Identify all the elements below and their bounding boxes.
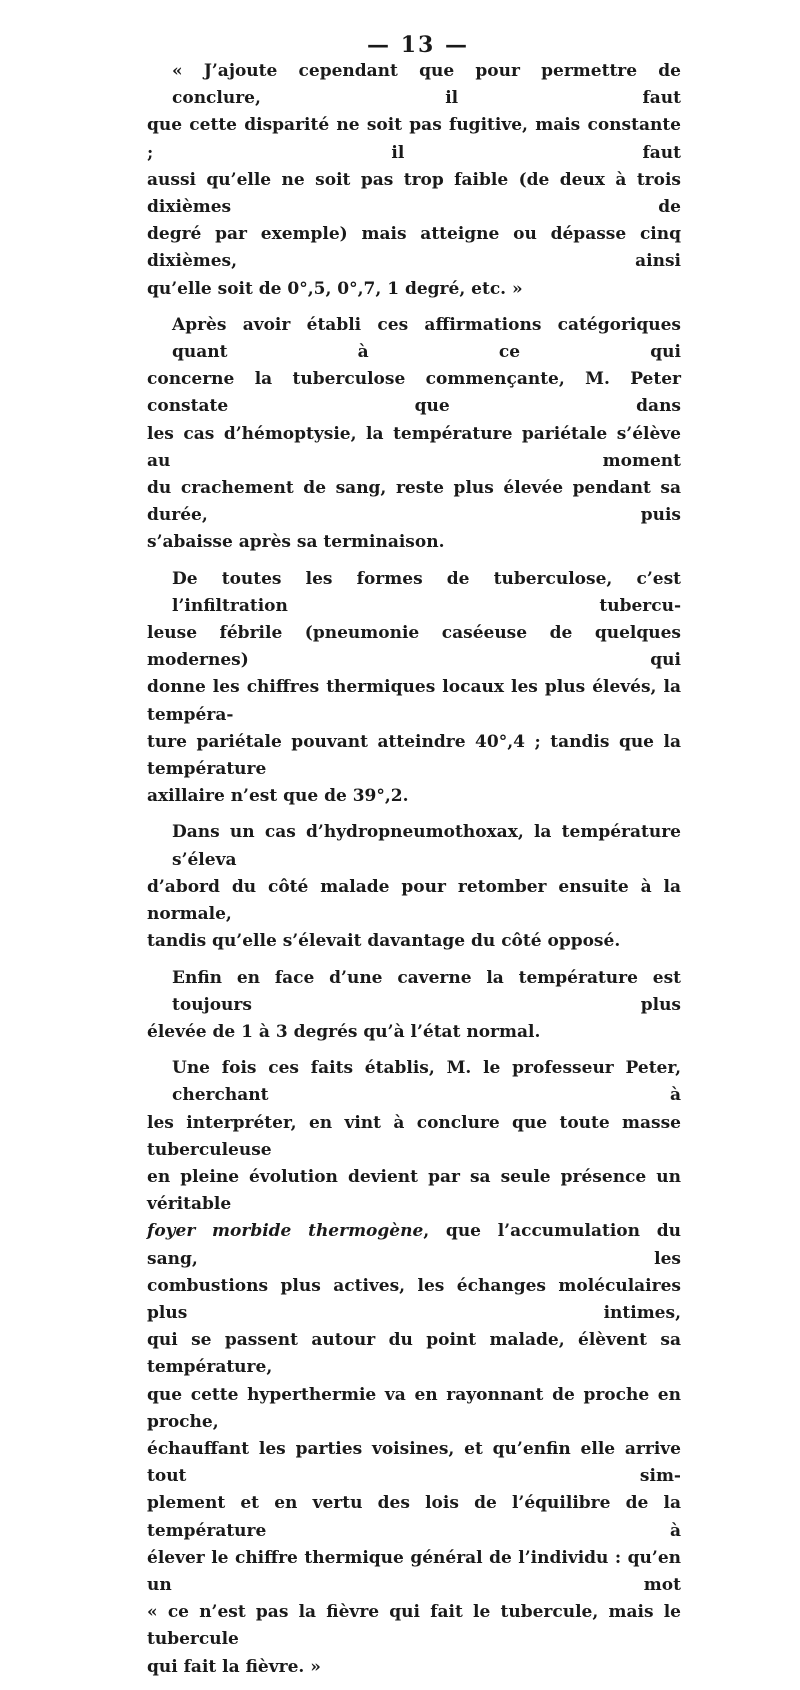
- text-line: d’abord du côté malade pour retomber ensuite à la normale,: [147, 876, 681, 925]
- text-line: élevée de 1 à 3 degrés qu’à l’état normal.: [147, 1021, 541, 1042]
- document-body: [147, 58, 681, 1690]
- text-line: Enfin en face d’une caverne la température est toujours plus: [172, 967, 681, 1015]
- text-line: en pleine évolution devient par sa seule présence un véritable: [147, 1166, 681, 1215]
- text-line: donne les chiffres thermiques locaux les plus élevés, la tempéra-: [147, 677, 681, 725]
- paragraph-caverne: [147, 965, 681, 1047]
- page-number: — 13 —: [367, 32, 469, 58]
- text-line: degré par exemple) mais atteigne ou dépasse cinq dixièmes, ainsi: [147, 224, 681, 272]
- text-line: aussi qu’elle ne soit pas trop faible (de deux à trois dixièmes de: [147, 169, 681, 218]
- text-line: tandis qu’elle s’élevait davantage du côté opposé.: [147, 931, 621, 952]
- text-line: Une fois ces faits établis, M. le professeur Peter, cherchant à: [172, 1058, 681, 1106]
- text-line: élever le chiffre thermique général de l’individu : qu’en un mot: [147, 1547, 681, 1595]
- paragraph-hemoptysis: [147, 312, 681, 557]
- text-line: échauffant les parties voisines, et qu’enfin elle arrive tout sim-: [147, 1438, 681, 1487]
- text-line: combustions plus actives, les échanges moléculaires plus intimes,: [147, 1275, 681, 1323]
- paragraph-infiltration: [147, 566, 681, 811]
- text-line: du crachement de sang, reste plus élevée pendant sa durée, puis: [147, 478, 681, 526]
- text-line: « ce n’est pas la fièvre qui fait le tubercule, mais le tubercule: [147, 1602, 681, 1650]
- text-line: concerne la tuberculose commençante, M. Peter constate que dans: [147, 369, 681, 417]
- text-line: qui fait la fièvre. »: [147, 1656, 321, 1677]
- text-line: « J’ajoute cependant que pour permettre de conclure, il faut: [172, 61, 681, 109]
- text-line: Après avoir établi ces affirmations catégoriques quant à ce qui: [172, 314, 681, 363]
- text-line: que cette hyperthermie va en rayonnant de proche en proche,: [147, 1384, 681, 1432]
- text-line: plement et en vertu des lois de l’équilibre de la température à: [147, 1493, 681, 1541]
- text-line: les cas d’hémoptysie, la température pariétale s’élève au moment: [147, 423, 681, 471]
- text-line: qui se passent autour du point malade, élèvent sa température,: [147, 1330, 681, 1378]
- text-line: De toutes les formes de tuberculose, c’est l’infiltration tubercu-: [172, 568, 681, 616]
- text-line: s’abaisse après sa terminaison.: [147, 532, 445, 553]
- text-line-with-italic: [147, 1218, 681, 1272]
- text-line: les interpréter, en vint à conclure que toute masse tuberculeuse: [147, 1112, 681, 1160]
- text-line: leuse fébrile (pneumonie caséeuse de quelques modernes) qui: [147, 623, 681, 671]
- text-line: qu’elle soit de 0°,5, 0°,7, 1 degré, etc. »: [147, 278, 523, 299]
- text-line: Dans un cas d’hydropneumothoxax, la température s’éleva: [172, 822, 681, 870]
- text-line: que cette disparité ne soit pas fugitive, mais constante ; il faut: [147, 115, 681, 163]
- paragraph-quote-conclusion: [147, 58, 681, 303]
- text-line-rest: , que l’accumulation du sang, les: [147, 1221, 681, 1269]
- italic-phrase: foyer morbide thermogène: [147, 1221, 424, 1242]
- text-line: axillaire n’est que de 39°,2.: [147, 786, 409, 807]
- paragraph-hydropneumothorax: [147, 819, 681, 955]
- text-line: ture pariétale pouvant atteindre 40°,4 ; tandis que la température: [147, 731, 681, 780]
- paragraph-peter-conclusion: [147, 1055, 681, 1681]
